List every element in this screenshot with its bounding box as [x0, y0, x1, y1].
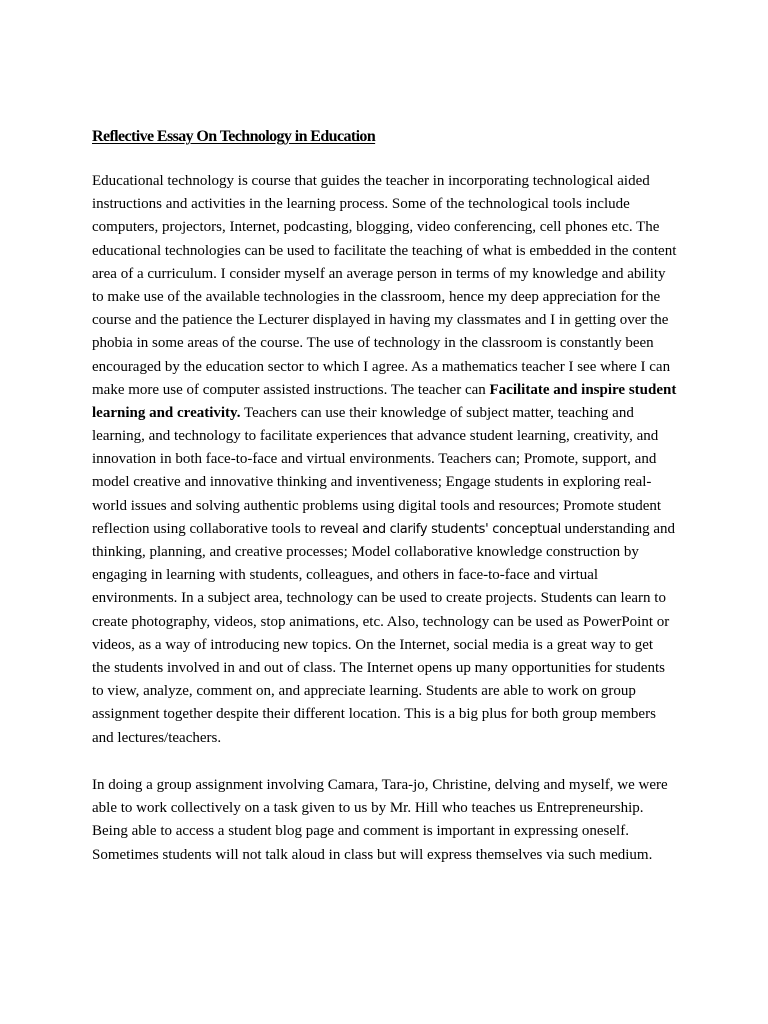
text-run: Teachers can use their knowledge of subject matter, teaching and [240, 404, 634, 421]
text-line: the students involved in and out of class. The Internet opens up many opportunities for students [92, 659, 665, 676]
bold-phrase: Facilitate and inspire student [489, 381, 677, 398]
text-line: In doing a group assignment involving Camara, Tara-jo, Christine, delving and myself, we were [92, 777, 668, 793]
text-line [92, 379, 676, 402]
text-line: thinking, planning, and creative processes; Model collaborative knowledge construction by [92, 544, 639, 560]
text-line [92, 518, 676, 541]
text-line: to view, analyze, comment on, and appreciate learning. Students are able to work on group [92, 683, 636, 700]
text-line: model creative and innovative thinking and inventiveness; Engage students in exploring real- [92, 474, 652, 491]
text-line: world issues and solving authentic problems using digital tools and resources; Promote student [92, 497, 662, 514]
sans-phrase: reveal and clarify students' conceptual [319, 521, 561, 537]
text-run: understanding and [560, 520, 676, 537]
text-line: Educational technology is course that guides the teacher in incorporating technological aided [92, 173, 650, 189]
text-line: create photography, videos, stop animations, etc. Also, technology can be used as PowerPoint or [92, 613, 670, 630]
text-line: computers, projectors, Internet, podcasting, blogging, video conferencing, cell phones etc. The [92, 219, 660, 236]
text-line: engaging in learning with students, colleagues, and others in face-to-face and virtual [92, 567, 599, 584]
bold-phrase: learning and creativity. [92, 404, 241, 421]
text-line: learning, and technology to facilitate experiences that advance student learning, creativity, and [92, 428, 659, 445]
text-line: and lectures/teachers. [92, 729, 222, 746]
text-line: instructions and activities in the learning process. Some of the technological tools include [92, 196, 630, 213]
text-line: Being able to access a student blog page and comment is important in expressing oneself. [92, 823, 629, 840]
text-line: innovation in both face-to-face and virtual environments. Teachers can; Promote, support, and [92, 451, 657, 468]
essay-title: Reflective Essay On Technology in Education [92, 128, 376, 145]
text-line: able to work collectively on a task given to us by Mr. Hill who teaches us Entrepreneurship. [92, 800, 644, 817]
essay-paragraph-1 [92, 170, 676, 750]
text-line [92, 402, 676, 425]
text-line: encouraged by the education sector to which I agree. As a mathematics teacher I see where I can [92, 358, 671, 375]
text-line: course and the patience the Lecturer displayed in having my classmates and I in getting over the [92, 312, 669, 329]
text-line: assignment together despite their different location. This is a big plus for both group members [92, 706, 656, 723]
text-run: reflection using collaborative tools to [92, 520, 320, 537]
text-run: make more use of computer assisted instructions. The teacher can [92, 381, 490, 398]
text-line: Sometimes students will not talk aloud in class but will express themselves via such medium. [92, 846, 653, 863]
text-line: videos, as a way of introducing new topics. On the Internet, social media is a great way to get [92, 636, 654, 653]
essay-paragraph-2 [92, 774, 668, 867]
text-line: to make use of the available technologies in the classroom, hence my deep appreciation for the [92, 288, 661, 305]
text-line: educational technologies can be used to facilitate the teaching of what is embedded in the content [92, 242, 677, 259]
text-line: phobia in some areas of the course. The use of technology in the classroom is constantly been [92, 335, 654, 352]
text-line: environments. In a subject area, technology can be used to create projects. Students can learn to [92, 590, 666, 607]
text-line: area of a curriculum. I consider myself an average person in terms of my knowledge and ability [92, 265, 666, 282]
